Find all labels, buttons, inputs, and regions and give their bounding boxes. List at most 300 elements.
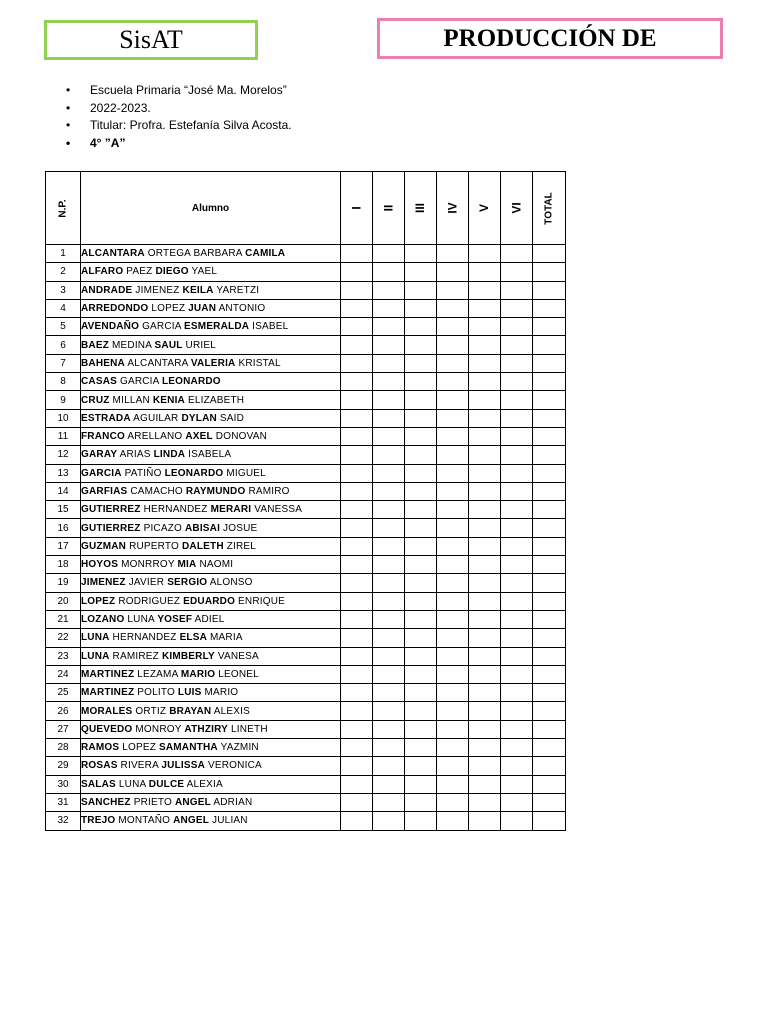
table-row — [46, 501, 566, 519]
grade-cell — [469, 684, 501, 702]
total-cell — [533, 336, 566, 354]
grade-cell — [437, 245, 469, 263]
info-item — [64, 100, 292, 118]
grade-cell — [437, 556, 469, 574]
name-part: LOPEZ — [119, 742, 159, 754]
name-part: JOSUE — [220, 522, 258, 534]
grade-cell — [437, 519, 469, 537]
table-row — [46, 409, 566, 427]
name-bold-part: DULCE — [148, 778, 185, 790]
name-bold-part: LUIS — [177, 687, 202, 699]
grade-cell — [501, 739, 533, 757]
grade-cell — [373, 245, 405, 263]
grade-cell — [437, 629, 469, 647]
name-part: MARIA — [207, 632, 243, 644]
name-part: RUPERTO — [126, 540, 182, 552]
grade-cell — [341, 446, 373, 464]
name-bold-part: ALFARO — [81, 266, 124, 278]
name-part: LEONEL — [215, 668, 259, 680]
table-row — [46, 720, 566, 738]
grade-cell — [405, 519, 437, 537]
grade-cell — [405, 610, 437, 628]
total-cell — [533, 574, 566, 592]
name-part: ALONSO — [207, 577, 253, 589]
grade-cell — [437, 501, 469, 519]
name-bold-part: HOYOS — [81, 559, 119, 571]
grade-cell — [341, 793, 373, 811]
header-period-1: I — [341, 172, 373, 245]
grade-cell — [405, 812, 437, 830]
grade-cell — [437, 391, 469, 409]
name-bold-part: KEILA — [182, 284, 214, 296]
table-row — [46, 446, 566, 464]
grade-cell — [373, 610, 405, 628]
name-part: HERNANDEZ — [140, 504, 211, 516]
name-bold-part: JULISSA — [161, 760, 206, 772]
total-cell — [533, 556, 566, 574]
header-period-5: V — [469, 172, 501, 245]
name-part: RAMIREZ — [109, 650, 162, 662]
grade-cell — [341, 373, 373, 391]
grade-cell — [437, 263, 469, 281]
grade-cell — [469, 519, 501, 537]
student-name — [81, 739, 341, 757]
name-part: MIGUEL — [223, 467, 266, 479]
grade-cell — [405, 391, 437, 409]
grade-cell — [405, 336, 437, 354]
table-row — [46, 336, 566, 354]
table-row — [46, 391, 566, 409]
grade-cell — [373, 556, 405, 574]
student-name — [81, 592, 341, 610]
school-info-list — [64, 82, 292, 152]
grade-cell — [373, 318, 405, 336]
grade-cell — [469, 245, 501, 263]
total-cell — [533, 501, 566, 519]
name-part: CAMACHO — [127, 486, 186, 497]
grade-cell — [373, 537, 405, 555]
name-part: VANESA — [214, 650, 259, 662]
student-name — [81, 409, 341, 427]
total-cell — [533, 757, 566, 775]
name-part: AGUILAR — [130, 412, 182, 424]
grade-cell — [373, 409, 405, 427]
total-cell — [533, 245, 566, 263]
grade-cell — [405, 281, 437, 299]
student-name — [81, 391, 341, 409]
grade-cell — [501, 793, 533, 811]
table-row — [46, 318, 566, 336]
grade-cell — [405, 482, 437, 500]
grade-cell — [437, 592, 469, 610]
total-cell — [533, 373, 566, 391]
bullet-icon: • — [66, 118, 71, 132]
grade-cell — [501, 812, 533, 830]
name-bold-part: SALAS — [81, 778, 116, 790]
student-name — [81, 318, 341, 336]
grade-cell — [501, 263, 533, 281]
grade-cell — [373, 647, 405, 665]
info-item — [64, 82, 292, 100]
grade-cell — [405, 592, 437, 610]
student-name — [81, 775, 341, 793]
header-period-6: VI — [501, 172, 533, 245]
total-cell — [533, 665, 566, 683]
total-cell — [533, 775, 566, 793]
row-number: 2 — [46, 263, 81, 281]
grade-cell — [501, 281, 533, 299]
table-row — [46, 299, 566, 317]
grade-cell — [469, 665, 501, 683]
grade-cell — [437, 793, 469, 811]
name-bold-part: LOPEZ — [81, 595, 116, 607]
name-part: HERNANDEZ — [109, 632, 180, 644]
grade-cell — [373, 702, 405, 720]
table-row — [46, 629, 566, 647]
total-cell — [533, 318, 566, 336]
name-bold-part: DYLAN — [181, 412, 217, 424]
name-bold-part: ESMERALDA — [184, 321, 250, 333]
grade-cell — [341, 409, 373, 427]
student-name — [81, 720, 341, 738]
table-row — [46, 354, 566, 372]
name-part: MONROY — [132, 723, 185, 735]
student-name — [81, 665, 341, 683]
grade-cell — [501, 336, 533, 354]
name-bold-part: JIMENEZ — [81, 577, 126, 589]
name-bold-part: TREJO — [81, 815, 116, 827]
grade-cell — [405, 665, 437, 683]
table-row — [46, 702, 566, 720]
student-name — [81, 647, 341, 665]
name-part: MARIO — [201, 687, 239, 699]
grade-cell — [341, 812, 373, 830]
name-part: ALCANTARA — [124, 357, 191, 369]
table-row — [46, 592, 566, 610]
grade-cell — [405, 427, 437, 445]
total-cell — [533, 702, 566, 720]
grade-cell — [373, 720, 405, 738]
name-part: PATIÑO — [121, 467, 165, 479]
grade-cell — [341, 281, 373, 299]
table-row — [46, 373, 566, 391]
grade-cell — [469, 775, 501, 793]
total-cell — [533, 281, 566, 299]
bullet-icon: • — [66, 83, 71, 97]
row-number: 15 — [46, 501, 81, 519]
table-row — [46, 775, 566, 793]
grade-cell — [373, 464, 405, 482]
total-cell — [533, 537, 566, 555]
grade-cell — [501, 519, 533, 537]
name-bold-part: KIMBERLY — [161, 650, 215, 662]
grade-cell — [341, 245, 373, 263]
name-bold-part: DIEGO — [155, 266, 189, 278]
name-bold-part: MORALES — [81, 705, 133, 717]
grade-cell — [341, 757, 373, 775]
name-part: VERONICA — [205, 760, 262, 772]
name-bold-part: DALETH — [181, 540, 224, 552]
grade-cell — [437, 739, 469, 757]
grade-cell — [469, 281, 501, 299]
row-number: 10 — [46, 409, 81, 427]
grade-cell — [469, 574, 501, 592]
table-row — [46, 281, 566, 299]
info-text: 2022-2023. — [90, 100, 151, 115]
row-number: 21 — [46, 610, 81, 628]
table-row — [46, 556, 566, 574]
name-part: GARCIA — [139, 321, 185, 333]
student-name — [81, 263, 341, 281]
total-cell — [533, 263, 566, 281]
grade-cell — [373, 757, 405, 775]
total-cell — [533, 299, 566, 317]
name-bold-part: ANGEL — [174, 797, 211, 809]
grade-cell — [405, 720, 437, 738]
row-number: 31 — [46, 793, 81, 811]
row-number: 29 — [46, 757, 81, 775]
grade-cell — [373, 354, 405, 372]
name-bold-part: LEONARDO — [161, 376, 221, 388]
grade-cell — [501, 373, 533, 391]
info-item — [64, 135, 292, 153]
name-bold-part: GARFIAS — [81, 486, 128, 497]
grade-cell — [437, 684, 469, 702]
grade-cell — [501, 574, 533, 592]
grade-cell — [501, 464, 533, 482]
sisat-title-box — [44, 20, 258, 60]
name-bold-part: CASAS — [81, 376, 118, 388]
name-bold-part: VALERIA — [190, 357, 236, 369]
grade-cell — [469, 263, 501, 281]
row-number: 1 — [46, 245, 81, 263]
student-name — [81, 574, 341, 592]
grade-cell — [501, 391, 533, 409]
grade-cell — [405, 446, 437, 464]
grade-cell — [437, 647, 469, 665]
name-part: ARELLANO — [124, 431, 186, 443]
name-bold-part: GUTIERREZ — [81, 504, 141, 516]
name-bold-part: BAEZ — [81, 339, 110, 351]
row-number: 19 — [46, 574, 81, 592]
table-row — [46, 647, 566, 665]
name-bold-part: MERARI — [210, 504, 252, 516]
name-part: SAID — [216, 412, 245, 424]
table-row — [46, 537, 566, 555]
name-bold-part: GARCIA — [81, 467, 122, 479]
name-part: ALEXIS — [211, 705, 250, 717]
grade-cell — [469, 299, 501, 317]
row-number: 12 — [46, 446, 81, 464]
grade-cell — [469, 464, 501, 482]
grade-cell — [437, 464, 469, 482]
name-bold-part: FRANCO — [81, 431, 125, 443]
grade-cell — [373, 592, 405, 610]
grade-cell — [469, 556, 501, 574]
name-bold-part: ALCANTARA — [81, 248, 145, 260]
row-number: 18 — [46, 556, 81, 574]
table-row — [46, 739, 566, 757]
row-number: 9 — [46, 391, 81, 409]
name-part: ORTIZ — [132, 705, 170, 717]
grade-cell — [405, 556, 437, 574]
name-part: LUNA — [124, 614, 158, 626]
row-number: 28 — [46, 739, 81, 757]
grade-cell — [501, 501, 533, 519]
row-number: 24 — [46, 665, 81, 683]
table-row — [46, 482, 566, 500]
name-bold-part: CRUZ — [81, 394, 110, 406]
name-bold-part: CAMILA — [245, 248, 286, 260]
grade-cell — [437, 702, 469, 720]
grade-cell — [373, 684, 405, 702]
grade-cell — [469, 592, 501, 610]
name-bold-part: ROSAS — [81, 760, 118, 772]
student-name — [81, 373, 341, 391]
table-row — [46, 263, 566, 281]
table-row — [46, 427, 566, 445]
student-name — [81, 446, 341, 464]
grade-cell — [501, 318, 533, 336]
info-text: Escuela Primaria “José Ma. Morelos” — [90, 83, 287, 97]
row-number: 7 — [46, 354, 81, 372]
grade-cell — [437, 446, 469, 464]
total-cell — [533, 391, 566, 409]
grade-cell — [501, 482, 533, 500]
student-name — [81, 702, 341, 720]
grade-cell — [405, 245, 437, 263]
grade-cell — [405, 793, 437, 811]
grade-cell — [437, 482, 469, 500]
grade-cell — [469, 373, 501, 391]
name-part: ISABEL — [249, 321, 289, 333]
grade-cell — [437, 574, 469, 592]
name-bold-part: QUEVEDO — [81, 723, 133, 735]
name-bold-part: ABISAI — [184, 522, 221, 534]
row-number: 11 — [46, 427, 81, 445]
name-bold-part: LUNA — [81, 650, 110, 662]
name-part: ALEXIA — [184, 778, 223, 790]
grade-cell — [405, 739, 437, 757]
header-np: N.P. — [46, 172, 81, 245]
name-bold-part: LOZANO — [81, 614, 125, 626]
grade-cell — [341, 647, 373, 665]
grade-cell — [501, 409, 533, 427]
grade-cell — [341, 592, 373, 610]
student-name — [81, 684, 341, 702]
grade-cell — [501, 775, 533, 793]
grade-cell — [501, 427, 533, 445]
table-row — [46, 812, 566, 830]
student-name — [81, 610, 341, 628]
info-item — [64, 117, 292, 135]
header-period-3: III — [405, 172, 437, 245]
name-part: MONRROY — [118, 559, 178, 571]
name-part: URIEL — [182, 339, 216, 351]
name-part: PICAZO — [140, 522, 185, 534]
name-bold-part: ESTRADA — [81, 412, 131, 424]
grade-cell — [373, 501, 405, 519]
grade-cell — [469, 409, 501, 427]
grade-cell — [341, 684, 373, 702]
name-bold-part: SERGIO — [167, 577, 208, 589]
name-bold-part: BAHENA — [81, 357, 125, 369]
table-row — [46, 793, 566, 811]
name-part: PRIETO — [130, 797, 175, 809]
name-part: RAMIRO — [245, 486, 290, 497]
grade-cell — [341, 665, 373, 683]
grade-cell — [341, 537, 373, 555]
name-bold-part: AVENDAÑO — [81, 321, 140, 333]
grade-cell — [405, 684, 437, 702]
name-bold-part: EDUARDO — [183, 595, 236, 607]
grade-cell — [373, 299, 405, 317]
table-row — [46, 574, 566, 592]
grade-cell — [501, 446, 533, 464]
grade-cell — [469, 757, 501, 775]
grade-cell — [341, 482, 373, 500]
name-bold-part: BRAYAN — [169, 705, 212, 717]
grade-cell — [469, 354, 501, 372]
table-row — [46, 519, 566, 537]
grade-cell — [341, 610, 373, 628]
grade-cell — [341, 318, 373, 336]
name-part: RIVERA — [117, 760, 162, 772]
grade-cell — [373, 519, 405, 537]
row-number: 20 — [46, 592, 81, 610]
name-bold-part: JUAN — [188, 303, 217, 315]
name-part: LINETH — [228, 723, 268, 735]
grade-cell — [341, 501, 373, 519]
grade-cell — [405, 702, 437, 720]
grade-cell — [469, 629, 501, 647]
grade-cell — [437, 336, 469, 354]
grade-cell — [405, 299, 437, 317]
grade-cell — [341, 354, 373, 372]
name-part: DONOVAN — [212, 431, 268, 443]
grade-cell — [469, 702, 501, 720]
grade-cell — [341, 574, 373, 592]
name-bold-part: SANCHEZ — [81, 797, 131, 809]
name-part: LUNA — [115, 778, 149, 790]
name-bold-part: GUZMAN — [81, 540, 127, 552]
grade-cell — [437, 812, 469, 830]
grade-cell — [405, 464, 437, 482]
grade-cell — [469, 391, 501, 409]
student-name — [81, 336, 341, 354]
student-name — [81, 812, 341, 830]
name-part: JAVIER — [125, 577, 168, 589]
grade-cell — [501, 245, 533, 263]
total-cell — [533, 519, 566, 537]
total-cell — [533, 446, 566, 464]
grade-cell — [501, 757, 533, 775]
student-name — [81, 501, 341, 519]
total-cell — [533, 793, 566, 811]
grade-cell — [341, 427, 373, 445]
table-row — [46, 684, 566, 702]
grade-cell — [437, 720, 469, 738]
total-cell — [533, 354, 566, 372]
name-bold-part: LUNA — [81, 632, 110, 644]
student-name — [81, 464, 341, 482]
total-cell — [533, 629, 566, 647]
row-number: 17 — [46, 537, 81, 555]
grade-cell — [469, 812, 501, 830]
total-cell — [533, 464, 566, 482]
name-part: YAEL — [188, 266, 218, 278]
name-part: MONTAÑO — [115, 815, 174, 827]
